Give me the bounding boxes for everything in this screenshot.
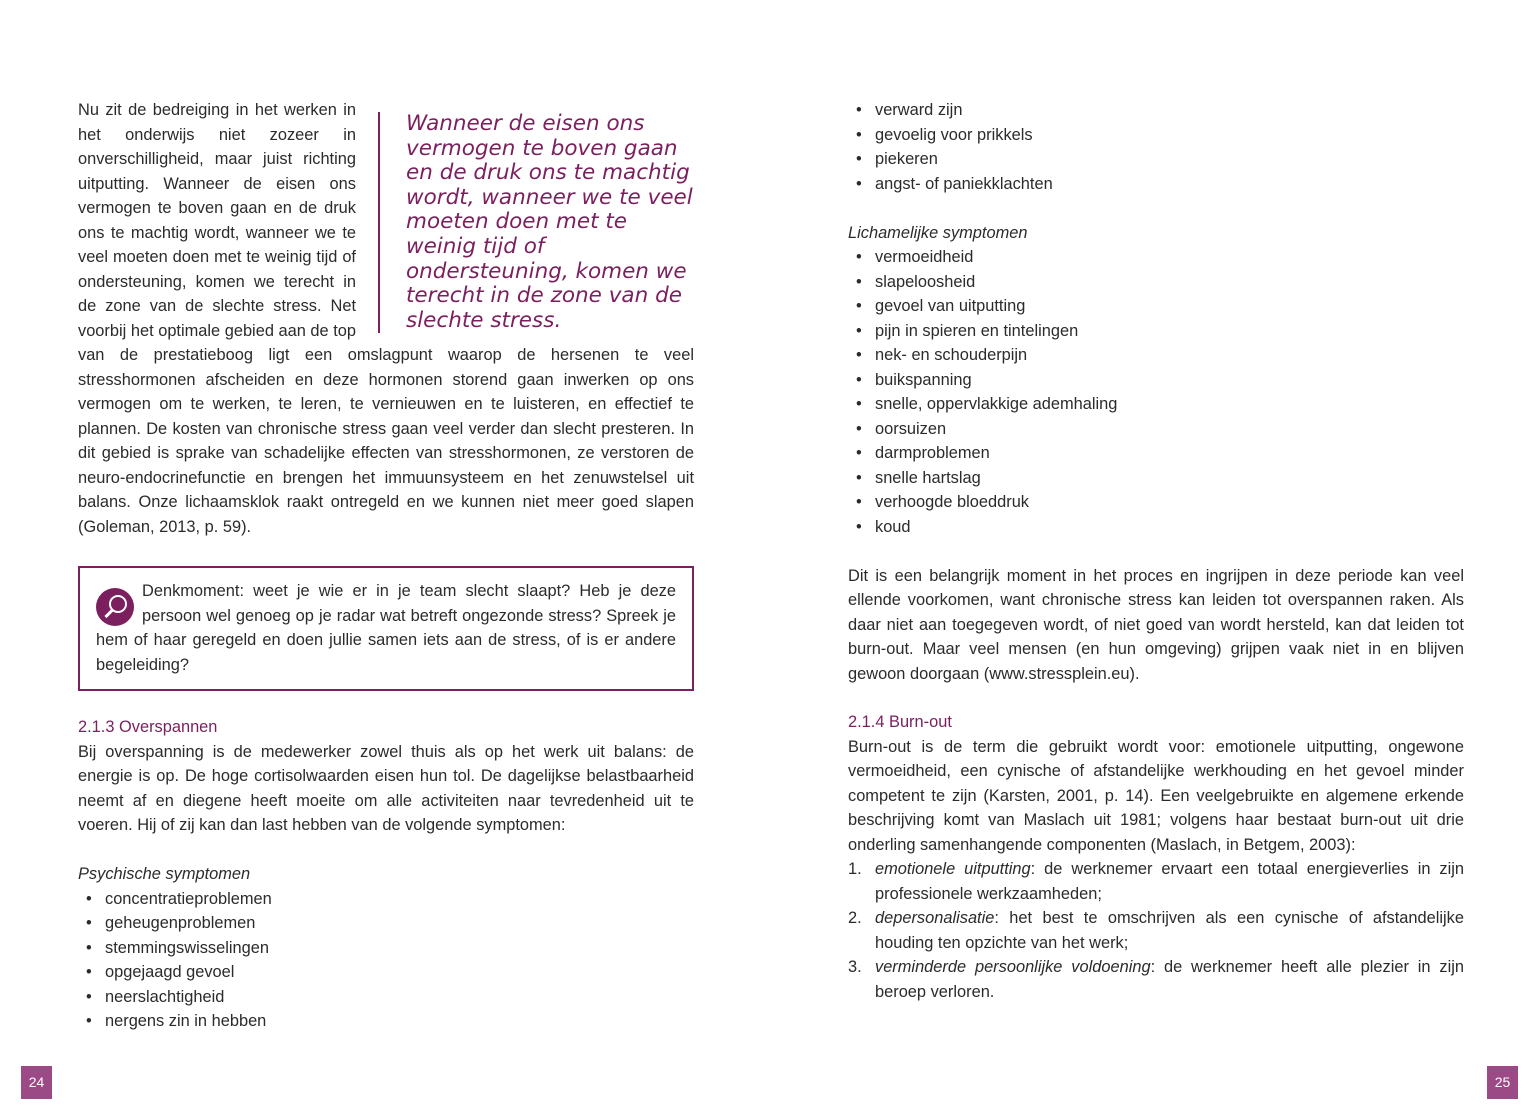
- think-moment-box: [78, 566, 694, 691]
- list-item: • slapeloosheid: [848, 270, 1464, 295]
- list-item: • concentratieproblemen: [78, 887, 694, 912]
- list-item: • opgejaagd gevoel: [78, 960, 694, 985]
- psych-symptoms-heading: Psychische symptomen: [78, 865, 251, 883]
- list-item: • nergens zin in hebben: [78, 1009, 694, 1034]
- left-column: [78, 98, 694, 1034]
- component-term: emotionele uitputting: [875, 860, 1031, 878]
- list-item: • vermoeidheid: [848, 245, 1464, 270]
- list-item: • gevoelig voor prikkels: [848, 123, 1464, 148]
- body-symptoms-list: [848, 245, 1464, 539]
- psych-symptoms-list: [78, 887, 694, 1034]
- list-item: [848, 857, 1464, 906]
- list-item: • gevoel van uitputting: [848, 294, 1464, 319]
- list-item: • angst- of paniekklachten: [848, 172, 1464, 197]
- intro-section: [78, 98, 694, 539]
- list-item: • piekeren: [848, 147, 1464, 172]
- list-item: [848, 955, 1464, 1004]
- component-text: : de werknemer heeft alle plezier in zijn beroep verloren.: [875, 958, 1464, 1001]
- list-item: • snelle, oppervlakkige ademhaling: [848, 392, 1464, 417]
- intro-paragraph: Nu zit de bedreiging in het werken in het onderwijs niet zozeer in onverschilligheid, maar juist richting uitputting. Wanneer de eisen ons vermogen te boven gaan en de druk ons te machtig wordt, wanneer we te veel moeten doen met te weinig tijd of ondersteuning, komen we terecht in de zone van de slechte stress. Net voorbij het optimale gebied aan de top van de prestatieboog ligt een omslagpunt waarop de hersenen te veel stresshormonen afscheiden en deze hormonen storend gaan inwerken op ons vermogen om te werken, te leren, te vernieuwen en te luisteren, en effectief te plannen. De kosten van chronische stress gaan veel verder dan slecht presteren. In dit gebied is sprake van schadelijke effecten van stresshormonen, ze verstoren de neuro-endocrinefunctie en brengen het immuunsysteem en het zenuwstelsel uit balans. Onze lichaamsklok raakt ontregeld en we kunnen niet meer goed slapen (Goleman, 2013, p. 59).: [78, 101, 694, 536]
- list-item: • pijn in spieren en tintelingen: [848, 319, 1464, 344]
- page-number: 24: [21, 1066, 52, 1099]
- list-item: [848, 906, 1464, 955]
- component-term: verminderde persoonlijke voldoening: [875, 958, 1151, 976]
- component-term: depersonalisatie: [875, 909, 995, 927]
- page-number: 25: [1487, 1066, 1518, 1099]
- list-item: • koud: [848, 515, 1464, 540]
- right-page: [770, 0, 1540, 1115]
- list-item: • geheugenproblemen: [78, 911, 694, 936]
- body-symptoms-heading: Lichamelijke symptomen: [848, 223, 1028, 242]
- list-item: • neerslachtigheid: [78, 985, 694, 1010]
- component-text: : de werknemer ervaart een totaal energieverlies in zijn professionele werkzaamheden;: [875, 860, 1464, 903]
- burnout-paragraph: Burn-out is de term die gebruikt wordt voor: emotionele uitputting, ongewone vermoeidheid, een cynische of afstandelijke werkhouding en het gevoel minder competent te zijn (Karsten, 2001, p. 14). Een veelgebruikte en algemene erkende beschrijving komt van Maslach uit 1981; volgens haar bestaat burn-out uit drie onderling samenhangende componenten (Maslach, in Betgem, 2003):: [848, 737, 1464, 854]
- list-item: • oorsuizen: [848, 417, 1464, 442]
- component-text: : het best te omschrijven als een cynische of afstandelijke houding ten opzichte van het werk;: [875, 909, 1464, 952]
- section-heading-burnout: 2.1.4 Burn-out: [848, 713, 952, 731]
- overspannen-paragraph: Bij overspanning is de medewerker zowel thuis als op het werk uit balans: de energie is op. De hoge cortisolwaarden eisen hun tol. De dagelijkse belastbaarheid neemt af en diegene heeft moeite om alle activiteiten naar tevredenheid uit te voeren. Hij of zij kan dan last hebben van de volgende symptomen:: [78, 742, 694, 834]
- list-item: • snelle hartslag: [848, 466, 1464, 491]
- pull-quote: Wanneer de eisen ons vermogen te boven gaan en de druk ons te machtig wordt, wanneer we te veel moeten doen met te weinig tijd of ondersteuning, komen we terecht in de zone van de slechte stress.: [378, 112, 694, 333]
- list-item: • darmproblemen: [848, 441, 1464, 466]
- moment-paragraph: Dit is een belangrijk moment in het proces en ingrijpen in deze periode kan veel ellende voorkomen, want chronische stress kan leiden tot overspannen raken. Als daar niet aan toegegeven wordt, of niet goed van wordt hersteld, kan dat leiden tot burn-out. Maar veel mensen (en hun omgeving) grijpen vaak niet in en blijven gewoon doorgaan (www.stressplein.eu).: [848, 566, 1464, 683]
- burnout-components-list: [848, 857, 1464, 1004]
- list-item: • stemmingswisselingen: [78, 936, 694, 961]
- psych-symptoms-list-continued: [848, 98, 1464, 196]
- list-number: 3.: [848, 958, 862, 976]
- think-moment-text: Denkmoment: weet je wie er in je team slecht slaapt? Heb je deze persoon wel genoeg op je radar wat betreft ongezonde stress? Spreek je hem of haar geregeld en doen jullie samen iets aan de stress, of is er andere begeleiding?: [96, 582, 676, 674]
- list-number: 2.: [848, 909, 862, 927]
- section-heading-overspannen: 2.1.3 Overspannen: [78, 718, 218, 736]
- list-item: • verward zijn: [848, 98, 1464, 123]
- magnifier-icon: [96, 588, 134, 626]
- list-item: • nek- en schouderpijn: [848, 343, 1464, 368]
- list-number: 1.: [848, 860, 862, 878]
- right-column: [848, 98, 1464, 1004]
- list-item: • verhoogde bloeddruk: [848, 490, 1464, 515]
- list-item: • buikspanning: [848, 368, 1464, 393]
